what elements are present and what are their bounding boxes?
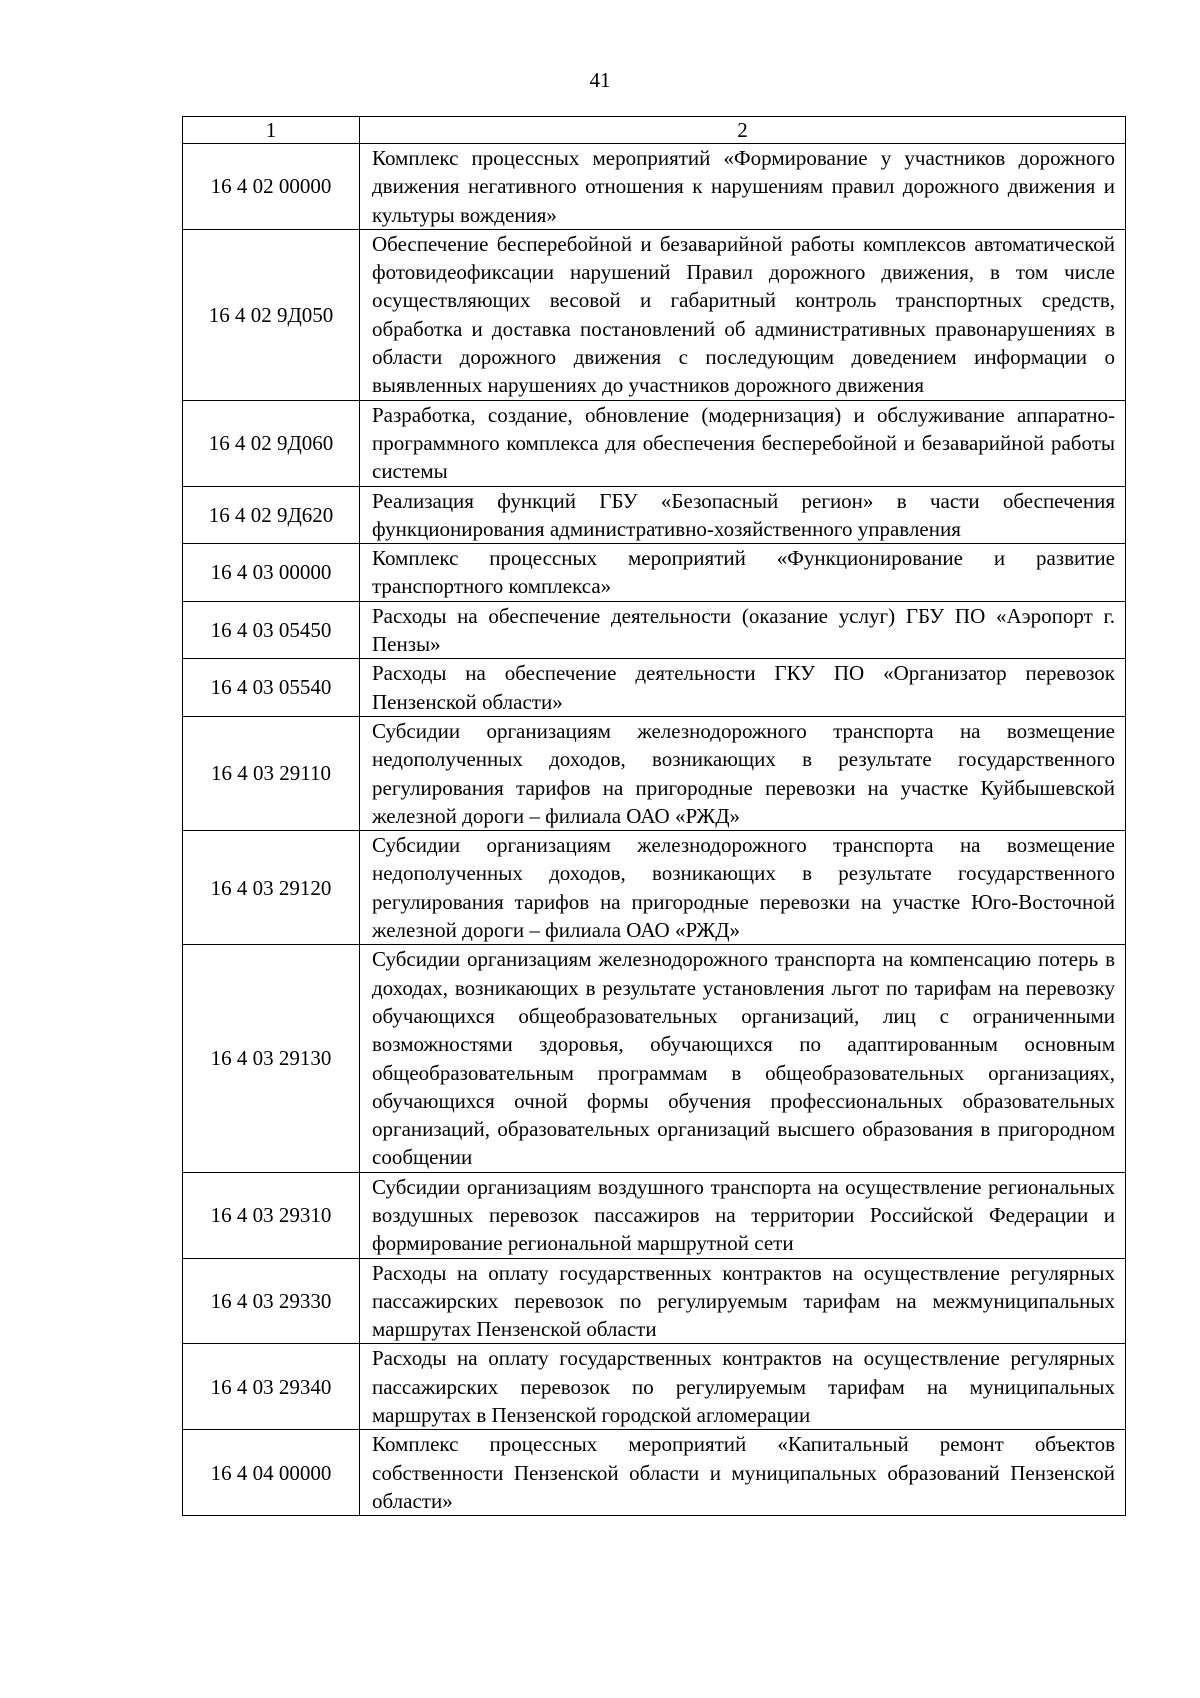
row-code: 16 4 02 9Д060 <box>183 400 360 486</box>
table-row <box>183 544 1126 602</box>
row-code: 16 4 03 29130 <box>183 945 360 1172</box>
row-code: 16 4 02 00000 <box>183 144 360 230</box>
row-description: Обеспечение бесперебойной и безаварийной работы комплексов автоматической фотовидеофиксации нарушений Правил дорожного движения, в том числе осуществляющих весовой и габаритный контроль транспортных средств, обработка и доставка постановлений об административных правонарушениях в области дорожного движения с последующим доведением информации о выявленных нарушениях до участников дорожного движения <box>360 229 1126 400</box>
row-description: Комплекс процессных мероприятий «Капитальный ремонт объектов собственности Пензенской области и муниципальных образований Пензенской области» <box>360 1430 1126 1516</box>
row-code: 16 4 03 29120 <box>183 831 360 945</box>
page-number: 41 <box>589 68 611 92</box>
row-description: Расходы на обеспечение деятельности ГКУ ПО «Организатор перевозок Пензенской области» <box>360 659 1126 717</box>
row-code: 16 4 03 29330 <box>183 1258 360 1344</box>
table-row <box>183 1172 1126 1258</box>
row-description: Субсидии организациям воздушного транспорта на осуществление региональных воздушных перевозок пассажиров на территории Российской Федерации и формирование региональной маршрутной сети <box>360 1172 1126 1258</box>
table-row <box>183 831 1126 945</box>
row-code: 16 4 03 05450 <box>183 601 360 659</box>
row-code: 16 4 03 00000 <box>183 544 360 602</box>
row-code: 16 4 03 29110 <box>183 716 360 830</box>
row-code: 16 4 03 05540 <box>183 659 360 717</box>
table-row <box>183 1344 1126 1430</box>
column-header-2: 2 <box>360 117 1126 144</box>
table-row <box>183 400 1126 486</box>
row-description: Субсидии организациям железнодорожного транспорта на компенсацию потерь в доходах, возникающих в результате установления льгот по тарифам на перевозку обучающихся общеобразовательных организаций, лиц с ограниченными возможностями здоровья, обучающихся по адаптированным основным общеобразовательным программам в общеобразовательных организациях, обучающихся очной формы обучения профессиональных образовательных организаций, образовательных организаций высшего образования в пригородном сообщении <box>360 945 1126 1172</box>
row-description: Реализация функций ГБУ «Безопасный регион» в части обеспечения функционирования административно-хозяйственного управления <box>360 486 1126 544</box>
table-row <box>183 144 1126 230</box>
row-description: Комплекс процессных мероприятий «Формирование у участников дорожного движения негативного отношения к нарушениям правил дорожного движения и культуры вождения» <box>360 144 1126 230</box>
row-description: Комплекс процессных мероприятий «Функционирование и развитие транспортного комплекса» <box>360 544 1126 602</box>
table-row <box>183 945 1126 1172</box>
table-row <box>183 1258 1126 1344</box>
table-row <box>183 229 1126 400</box>
row-description: Расходы на оплату государственных контрактов на осуществление регулярных пассажирских перевозок по регулируемым тарифам на муниципальных маршрутах в Пензенской городской агломерации <box>360 1344 1126 1430</box>
row-description: Субсидии организациям железнодорожного транспорта на возмещение недополученных доходов, возникающих в результате государственного регулирования тарифов на пригородные перевозки на участке Юго-Восточной железной дороги – филиала ОАО «РЖД» <box>360 831 1126 945</box>
table-row <box>183 1430 1126 1516</box>
row-code: 16 4 02 9Д620 <box>183 486 360 544</box>
row-description: Расходы на оплату государственных контрактов на осуществление регулярных пассажирских перевозок по регулируемым тарифам на межмуниципальных маршрутах Пензенской области <box>360 1258 1126 1344</box>
row-code: 16 4 03 29310 <box>183 1172 360 1258</box>
row-description: Разработка, создание, обновление (модернизация) и обслуживание аппаратно-программного комплекса для обеспечения бесперебойной и безаварийной работы системы <box>360 400 1126 486</box>
table-header-row <box>183 117 1126 144</box>
row-code: 16 4 02 9Д050 <box>183 229 360 400</box>
table-row <box>183 601 1126 659</box>
column-header-1: 1 <box>183 117 360 144</box>
budget-classification-table <box>182 116 1126 1516</box>
row-code: 16 4 04 00000 <box>183 1430 360 1516</box>
table-row <box>183 486 1126 544</box>
row-description: Субсидии организациям железнодорожного транспорта на возмещение недополученных доходов, возникающих в результате государственного регулирования тарифов на пригородные перевозки на участке Куйбышевской железной дороги – филиала ОАО «РЖД» <box>360 716 1126 830</box>
table-row <box>183 659 1126 717</box>
row-description: Расходы на обеспечение деятельности (оказание услуг) ГБУ ПО «Аэропорт г. Пензы» <box>360 601 1126 659</box>
table-row <box>183 716 1126 830</box>
row-code: 16 4 03 29340 <box>183 1344 360 1430</box>
